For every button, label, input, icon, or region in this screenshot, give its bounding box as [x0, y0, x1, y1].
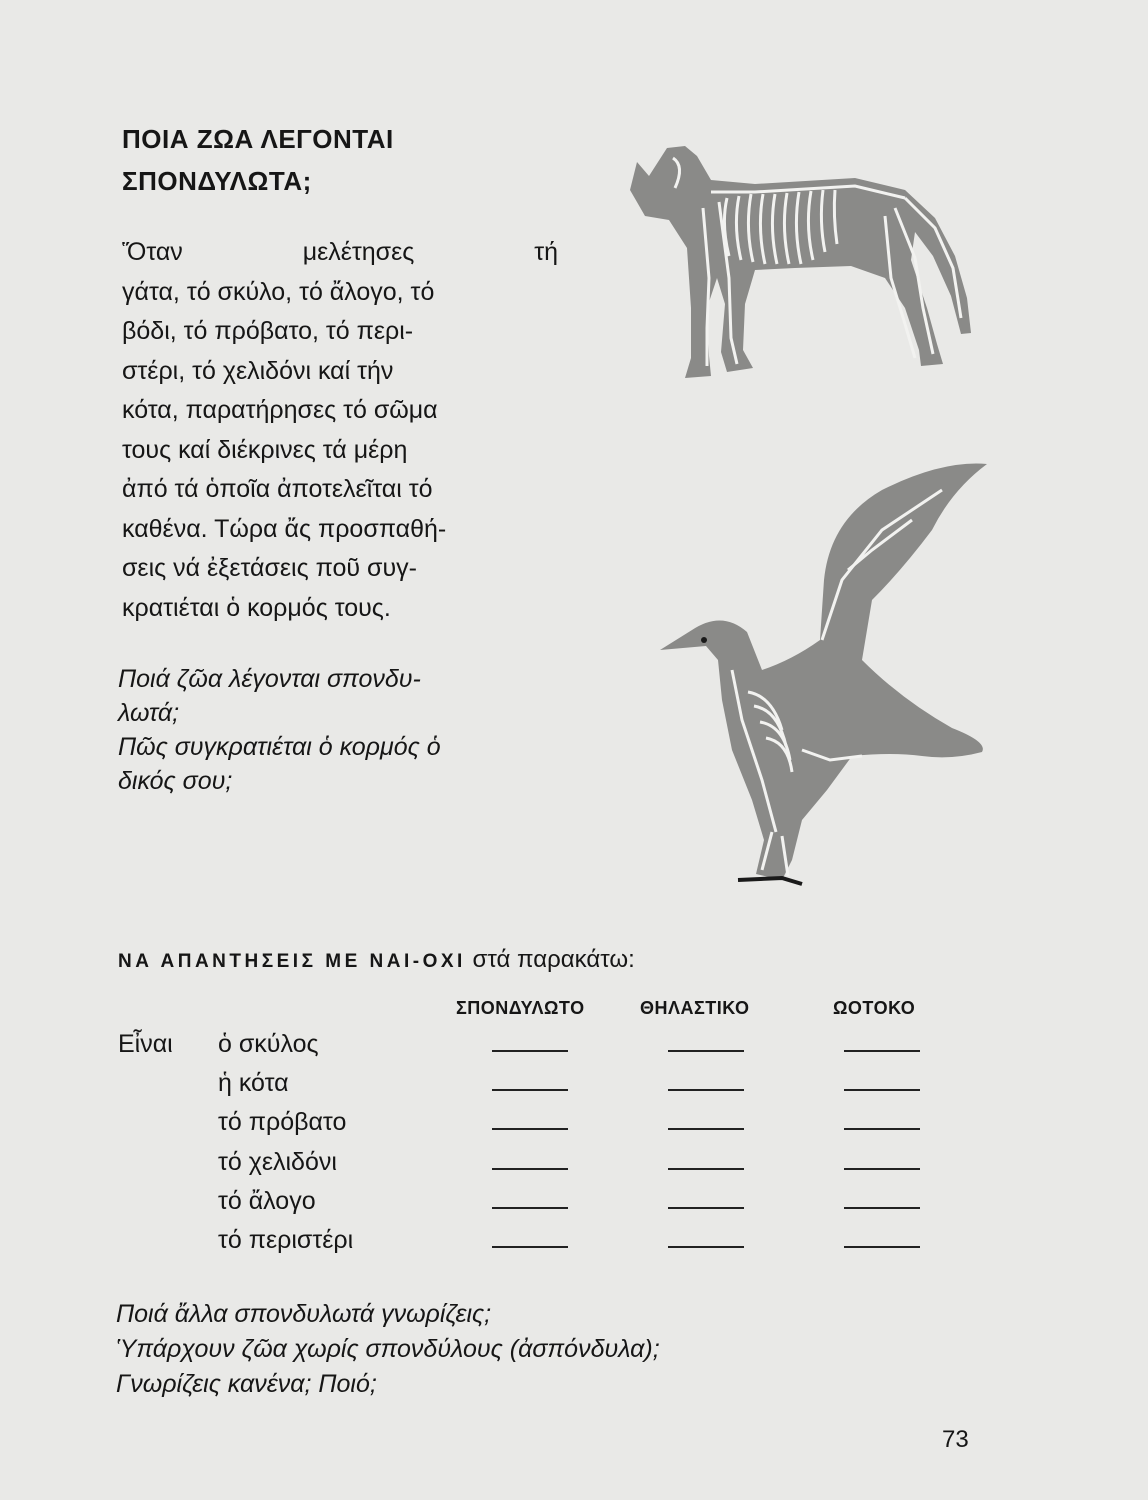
column-mammal: ΘΗΛΑΣΤΙΚΟ — [640, 998, 750, 1018]
answer-blank[interactable] — [668, 1128, 744, 1130]
column-vertebrate: ΣΠΟΝΔΥΛΩΤΟ — [456, 998, 585, 1018]
answer-instruction: ΝΑ ΑΠΑΝΤΗΣΕΙΣ ΜΕ ΝΑΙ-ΟΧΙ στά παρακάτω: — [118, 946, 635, 973]
answer-blank[interactable] — [492, 1246, 568, 1248]
answer-blank[interactable] — [844, 1207, 920, 1209]
answer-blank[interactable] — [492, 1207, 568, 1209]
row-label: ἡ κότα — [218, 1069, 289, 1097]
row-label: τό χελιδόνι — [218, 1148, 337, 1176]
answer-blank[interactable] — [668, 1207, 744, 1209]
answer-blank[interactable] — [668, 1089, 744, 1091]
answer-blank[interactable] — [844, 1128, 920, 1130]
row-label: ὁ σκύλος — [218, 1030, 319, 1058]
answer-blank[interactable] — [492, 1168, 568, 1170]
lead-word: Εἶναι — [118, 1030, 173, 1058]
answer-blank[interactable] — [492, 1128, 568, 1130]
answer-blank[interactable] — [844, 1089, 920, 1091]
cat-skeleton-icon — [615, 128, 985, 383]
answer-blank[interactable] — [844, 1050, 920, 1052]
column-oviparous: ΩΟΤΟΚΟ — [833, 998, 916, 1018]
answer-blank[interactable] — [844, 1168, 920, 1170]
page-title: ΠΟΙΑ ΖΩΑ ΛΕΓΟΝΤΑΙ ΣΠΟΝΔΥΛΩΤΑ; — [122, 124, 394, 196]
row-label: τό ἄλογο — [218, 1187, 316, 1215]
bird-skeleton-icon — [652, 460, 992, 910]
question-vertebrates: Ποιά ζῶα λέγονται σπονδυ- λωτά; Πῶς συγκρατιέται ὁ κορμός ὁ δικός σου; — [118, 665, 441, 795]
intro-paragraph: Ὅταν μελέτησες τή γάτα, τό σκύλο, τό ἄλογο, τό βόδι, τό πρόβατο, τό περι- στέρι, τό χελιδόνι καί τήν κότα, παρατήρησες τό σῶμα τους καί διέκρινες τά μέρη ἀπό τά ὁποῖα ἀποτελεῖται τό καθένα. Τώρα ἄς προσπαθή- σεις νά ἐξετάσεις ποῦ συγ- κρατιέται ὁ κορμός τους. — [122, 238, 558, 622]
answer-blank[interactable] — [844, 1246, 920, 1248]
answer-blank[interactable] — [668, 1168, 744, 1170]
answer-blank[interactable] — [492, 1089, 568, 1091]
row-label: τό περιστέρι — [218, 1226, 354, 1254]
page-number: 73 — [942, 1426, 969, 1453]
answer-blank[interactable] — [668, 1050, 744, 1052]
row-label: τό πρόβατο — [218, 1108, 347, 1136]
answer-blank[interactable] — [492, 1050, 568, 1052]
closing-questions: Ποιά ἄλλα σπονδυλωτά γνωρίζεις; Ὑπάρχουν ζῶα χωρίς σπονδύλους (ἀσπόνδυλα); Γνωρίζεις κανένα; Ποιό; — [116, 1300, 660, 1398]
answer-blank[interactable] — [668, 1246, 744, 1248]
